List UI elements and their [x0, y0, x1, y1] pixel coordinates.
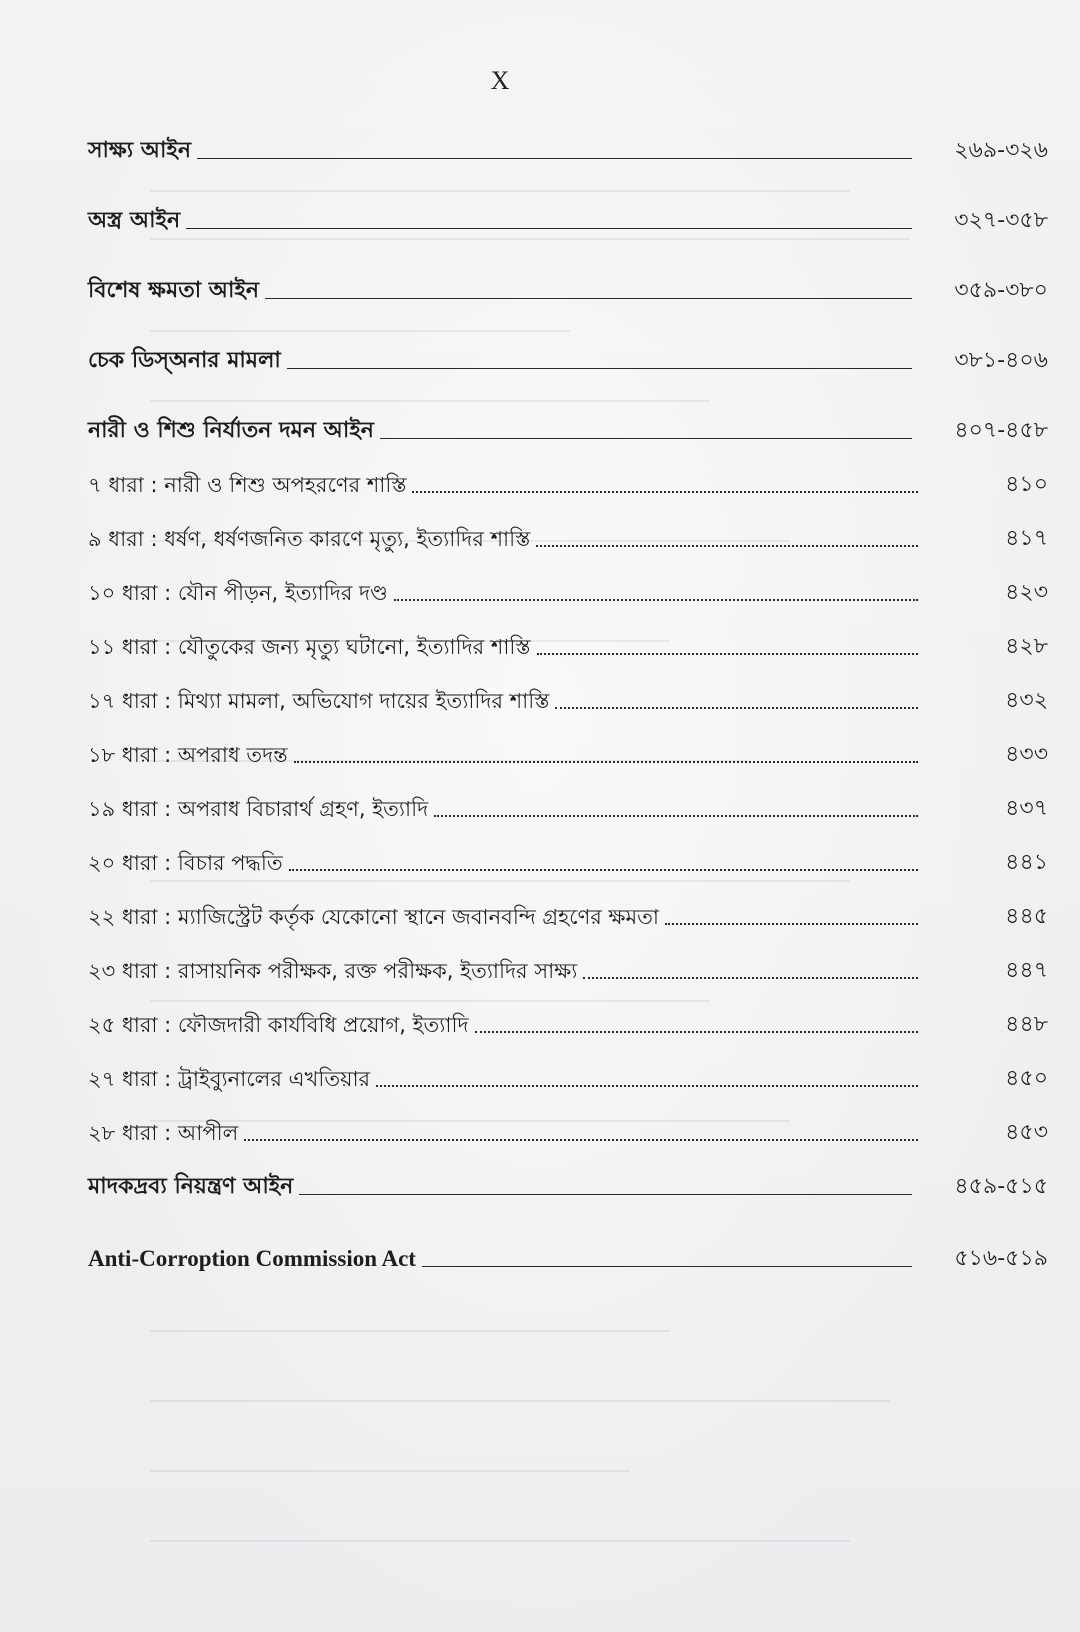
toc-entry-pages: ৪০৭-৪৫৮ [954, 418, 1048, 443]
toc-entry-title: ৭ ধারা : নারী ও শিশু অপহরণের শাস্তি [88, 473, 407, 497]
toc-dotted-leader [665, 923, 918, 925]
toc-entry-pages: ৪১৭ [1005, 526, 1048, 551]
toc-entry-title: ২৩ ধারা : রাসায়নিক পরীক্ষক, রক্ত পরীক্ষক, ইত্যাদির সাক্ষ্য [88, 959, 578, 983]
toc-subentry [88, 892, 1048, 932]
toc-entry-title: ২৭ ধারা : ট্রাইব্যুনালের এখতিয়ার [88, 1067, 371, 1091]
toc-entry-pages: ৩২৭-৩৫৮ [954, 208, 1048, 233]
toc-entry-title: ১১ ধারা : যৌতুকের জন্য মৃত্যু ঘটানো, ইত্যাদির শাস্তি [88, 635, 531, 659]
toc-subentry [88, 514, 1048, 554]
toc-dotted-leader [537, 653, 918, 655]
toc-entry-title: ১৮ ধারা : অপরাধ তদন্ত [88, 743, 288, 767]
toc-leader-line [380, 438, 912, 439]
toc-dotted-leader [475, 1031, 918, 1033]
toc-entry-pages: ৪৪৮ [1005, 1012, 1048, 1037]
toc-entry [88, 126, 1048, 166]
toc-entry [88, 1234, 1048, 1274]
toc-entry [88, 406, 1048, 446]
toc-subentry [88, 568, 1048, 608]
toc-entry-title: মাদকদ্রব্য নিয়ন্ত্রণ আইন [88, 1174, 294, 1199]
toc-subentry [88, 1054, 1048, 1094]
toc-entry-title: সাক্ষ্য আইন [88, 138, 192, 163]
toc-entry-title: Anti-Corroption Commission Act [88, 1246, 416, 1271]
toc-entry-pages: ৪৪৭ [1005, 958, 1048, 983]
toc-entry-pages: ৪৩২ [1005, 688, 1048, 713]
toc-entry-title: চেক ডিস্অনার মামলা [88, 348, 281, 373]
toc-subentry [88, 1108, 1048, 1148]
toc-dotted-leader [555, 707, 918, 709]
toc-entry-title: ২৮ ধারা : আপীল [88, 1121, 239, 1145]
toc-leader-line [422, 1266, 912, 1267]
toc-entry-pages: ৩৮১-৪০৬ [954, 348, 1048, 373]
toc-subentry [88, 460, 1048, 500]
toc-dotted-leader [412, 491, 918, 493]
toc-entry-title: বিশেষ ক্ষমতা আইন [88, 278, 260, 303]
toc-dotted-leader [294, 761, 918, 763]
toc-dotted-leader [394, 599, 918, 601]
toc-entry [88, 266, 1048, 306]
toc-entry-pages: ৪৩৩ [1005, 742, 1048, 767]
toc-dotted-leader [536, 545, 918, 547]
toc-entry-pages: ৪৪১ [1005, 850, 1048, 875]
toc-entry-pages: ৪১০ [1005, 472, 1048, 497]
toc-subentry [88, 1000, 1048, 1040]
toc-entry-title: অস্ত্র আইন [88, 208, 181, 233]
toc-leader-line [186, 228, 912, 229]
toc-entry-title: নারী ও শিশু নির্যাতন দমন আইন [88, 418, 374, 443]
page-number: X [490, 66, 510, 95]
toc-entry-pages: ৪২৩ [1005, 580, 1048, 605]
toc-entry-title: ৯ ধারা : ধর্ষণ, ধর্ষণজনিত কারণে মৃত্যু, ইত্যাদির শাস্তি [88, 527, 531, 551]
toc-subentry [88, 784, 1048, 824]
toc-entry [88, 196, 1048, 236]
toc-entry-pages: ৪৫০ [1005, 1066, 1048, 1091]
toc-dotted-leader [289, 869, 918, 871]
toc-dotted-leader [583, 977, 918, 979]
toc-entry [88, 1162, 1048, 1202]
toc-leader-line [299, 1194, 912, 1195]
toc-entry-title: ২২ ধারা : ম্যাজিস্ট্রেট কর্তৃক যেকোনো স্থানে জবানবন্দি গ্রহণের ক্ষমতা [88, 905, 660, 929]
toc-entry-pages: ৪২৮ [1005, 634, 1048, 659]
toc-dotted-leader [244, 1139, 918, 1141]
toc-subentry [88, 622, 1048, 662]
toc-entry-title: ১৯ ধারা : অপরাধ বিচারার্থ গ্রহণ, ইত্যাদি [88, 797, 429, 821]
toc-leader-line [265, 298, 912, 299]
toc-entry-title: ২০ ধারা : বিচার পদ্ধতি [88, 851, 283, 875]
toc-dotted-leader [434, 815, 918, 817]
toc-subentry [88, 946, 1048, 986]
toc-entry [88, 336, 1048, 376]
toc-entry-title: ১৭ ধারা : মিথ্যা মামলা, অভিযোগ দায়ের ইত্যাদির শাস্তি [88, 689, 550, 713]
toc-entry-pages: ৪৪৫ [1005, 904, 1048, 929]
toc-leader-line [197, 158, 912, 159]
toc-dotted-leader [376, 1085, 918, 1087]
toc-entry-pages: ৫১৬-৫১৯ [954, 1246, 1048, 1271]
toc-subentry [88, 838, 1048, 878]
toc-entry-title: ২৫ ধারা : ফৌজদারী কার্যবিধি প্রয়োগ, ইত্যাদি [88, 1013, 469, 1037]
toc-subentry [88, 676, 1048, 716]
toc-entry-pages: ২৬৯-৩২৬ [954, 138, 1048, 163]
toc-entry-pages: ৩৫৯-৩৮০ [954, 278, 1048, 303]
toc-entry-pages: ৪৫৯-৫১৫ [954, 1174, 1048, 1199]
toc-subentry [88, 730, 1048, 770]
toc-entry-pages: ৪৩৭ [1005, 796, 1048, 821]
toc-leader-line [287, 368, 912, 369]
toc-entry-title: ১০ ধারা : যৌন পীড়ন, ইত্যাদির দণ্ড [88, 581, 388, 605]
toc-entry-pages: ৪৫৩ [1005, 1120, 1048, 1145]
